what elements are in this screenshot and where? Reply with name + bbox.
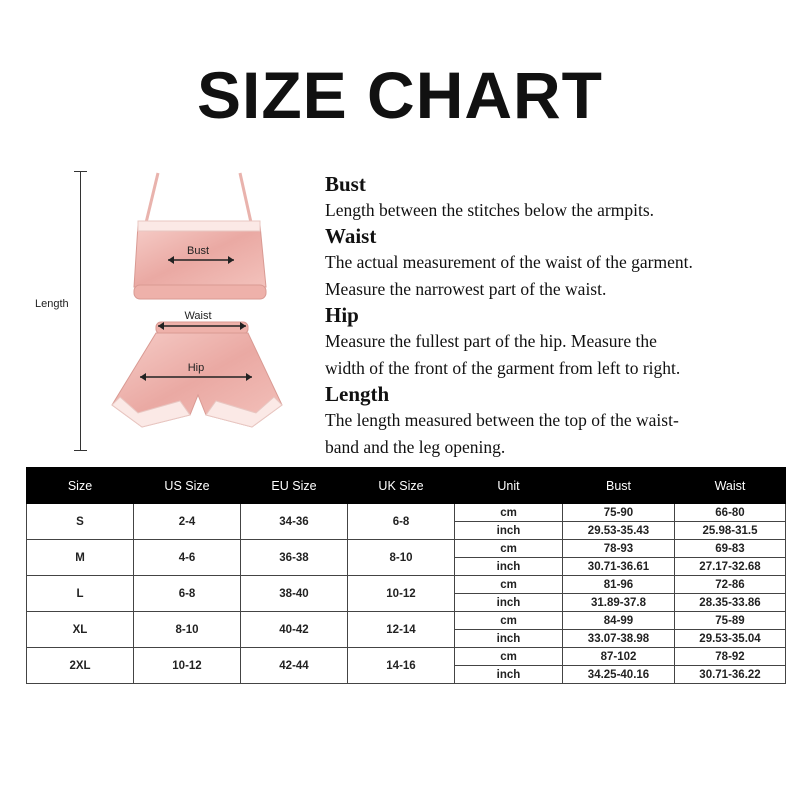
bust-cell: 84-99 — [563, 612, 675, 630]
uk-size-cell: 10-12 — [348, 576, 455, 612]
bust-cell: 78-93 — [563, 540, 675, 558]
waist-cell: 30.71-36.22 — [675, 666, 786, 684]
waist-cell: 27.17-32.68 — [675, 558, 786, 576]
length-label: Length — [35, 298, 69, 310]
column-header: Waist — [675, 468, 786, 504]
definition-text: Length between the stitches below the armpits. — [325, 200, 655, 220]
right-strap — [240, 173, 252, 227]
waist-cell: 78-92 — [675, 648, 786, 666]
us-size-cell: 4-6 — [134, 540, 241, 576]
size-cell: 2XL — [27, 648, 134, 684]
waist-cell: 29.53-35.04 — [675, 630, 786, 648]
definition-term-length: Length — [325, 382, 390, 406]
bust-cell: 29.53-35.43 — [563, 522, 675, 540]
size-table — [26, 467, 786, 684]
bust-cell: 75-90 — [563, 504, 675, 522]
waist-cell: 28.35-33.86 — [675, 594, 786, 612]
definition-text: The actual measurement of the waist of the garment. — [325, 252, 693, 272]
waist-cell: 75-89 — [675, 612, 786, 630]
bust-cell: 30.71-36.61 — [563, 558, 675, 576]
unit-cell: inch — [455, 558, 563, 576]
waist-arrow-label: Waist — [184, 310, 212, 322]
eu-size-cell: 34-36 — [241, 504, 348, 540]
size-cell: XL — [27, 612, 134, 648]
unit-cell: cm — [455, 504, 563, 522]
unit-cell: inch — [455, 630, 563, 648]
waist-cell: 72-86 — [675, 576, 786, 594]
table-row — [27, 648, 786, 666]
shorts-waistband — [156, 322, 248, 334]
table-row — [27, 504, 786, 522]
definition-text: Measure the narrowest part of the waist. — [325, 279, 607, 299]
bust-arrow-label: Bust — [186, 245, 210, 257]
unit-cell: inch — [455, 594, 563, 612]
us-size-cell: 2-4 — [134, 504, 241, 540]
definition-term-bust: Bust — [325, 172, 366, 196]
column-header: Size — [27, 468, 134, 504]
waist-cell: 66-80 — [675, 504, 786, 522]
garment-illustration — [30, 165, 300, 455]
eu-size-cell: 36-38 — [241, 540, 348, 576]
unit-cell: cm — [455, 612, 563, 630]
size-cell: M — [27, 540, 134, 576]
column-header: UK Size — [348, 468, 455, 504]
table-row — [27, 540, 786, 558]
column-header: Unit — [455, 468, 563, 504]
definition-text: band and the leg opening. — [325, 437, 506, 457]
us-size-cell: 8-10 — [134, 612, 241, 648]
column-header: EU Size — [241, 468, 348, 504]
eu-size-cell: 42-44 — [241, 648, 348, 684]
us-size-cell: 6-8 — [134, 576, 241, 612]
size-cell: L — [27, 576, 134, 612]
definition-text: width of the front of the garment from left to right. — [325, 358, 681, 378]
uk-size-cell: 12-14 — [348, 612, 455, 648]
uk-size-cell: 6-8 — [348, 504, 455, 540]
table-row — [27, 612, 786, 630]
column-header: Bust — [563, 468, 675, 504]
unit-cell: inch — [455, 522, 563, 540]
bust-cell: 34.25-40.16 — [563, 666, 675, 684]
bust-cell: 87-102 — [563, 648, 675, 666]
waist-cell: 25.98-31.5 — [675, 522, 786, 540]
definition-term-hip: Hip — [325, 303, 359, 327]
unit-cell: cm — [455, 576, 563, 594]
size-cell: S — [27, 504, 134, 540]
hip-arrow-label: Hip — [187, 362, 205, 374]
pajama-set-drawing — [30, 165, 300, 455]
unit-cell: inch — [455, 666, 563, 684]
definition-text: Measure the fullest part of the hip. Measure the — [325, 331, 657, 351]
uk-size-cell: 14-16 — [348, 648, 455, 684]
waist-cell: 69-83 — [675, 540, 786, 558]
unit-cell: cm — [455, 540, 563, 558]
page-title: SIZE CHART — [197, 58, 603, 132]
column-header: US Size — [134, 468, 241, 504]
bust-cell: 31.89-37.8 — [563, 594, 675, 612]
cami-lace-trim — [138, 221, 260, 231]
measurement-definitions — [325, 172, 785, 461]
cami-waistband — [134, 285, 266, 299]
table-header-row — [27, 468, 786, 504]
table-row — [27, 576, 786, 594]
eu-size-cell: 38-40 — [241, 576, 348, 612]
left-strap — [145, 173, 158, 227]
bust-cell: 81-96 — [563, 576, 675, 594]
definition-text: The length measured between the top of the waist- — [325, 410, 679, 430]
uk-size-cell: 8-10 — [348, 540, 455, 576]
definition-term-waist: Waist — [325, 224, 377, 248]
eu-size-cell: 40-42 — [241, 612, 348, 648]
unit-cell: cm — [455, 648, 563, 666]
us-size-cell: 10-12 — [134, 648, 241, 684]
bust-cell: 33.07-38.98 — [563, 630, 675, 648]
